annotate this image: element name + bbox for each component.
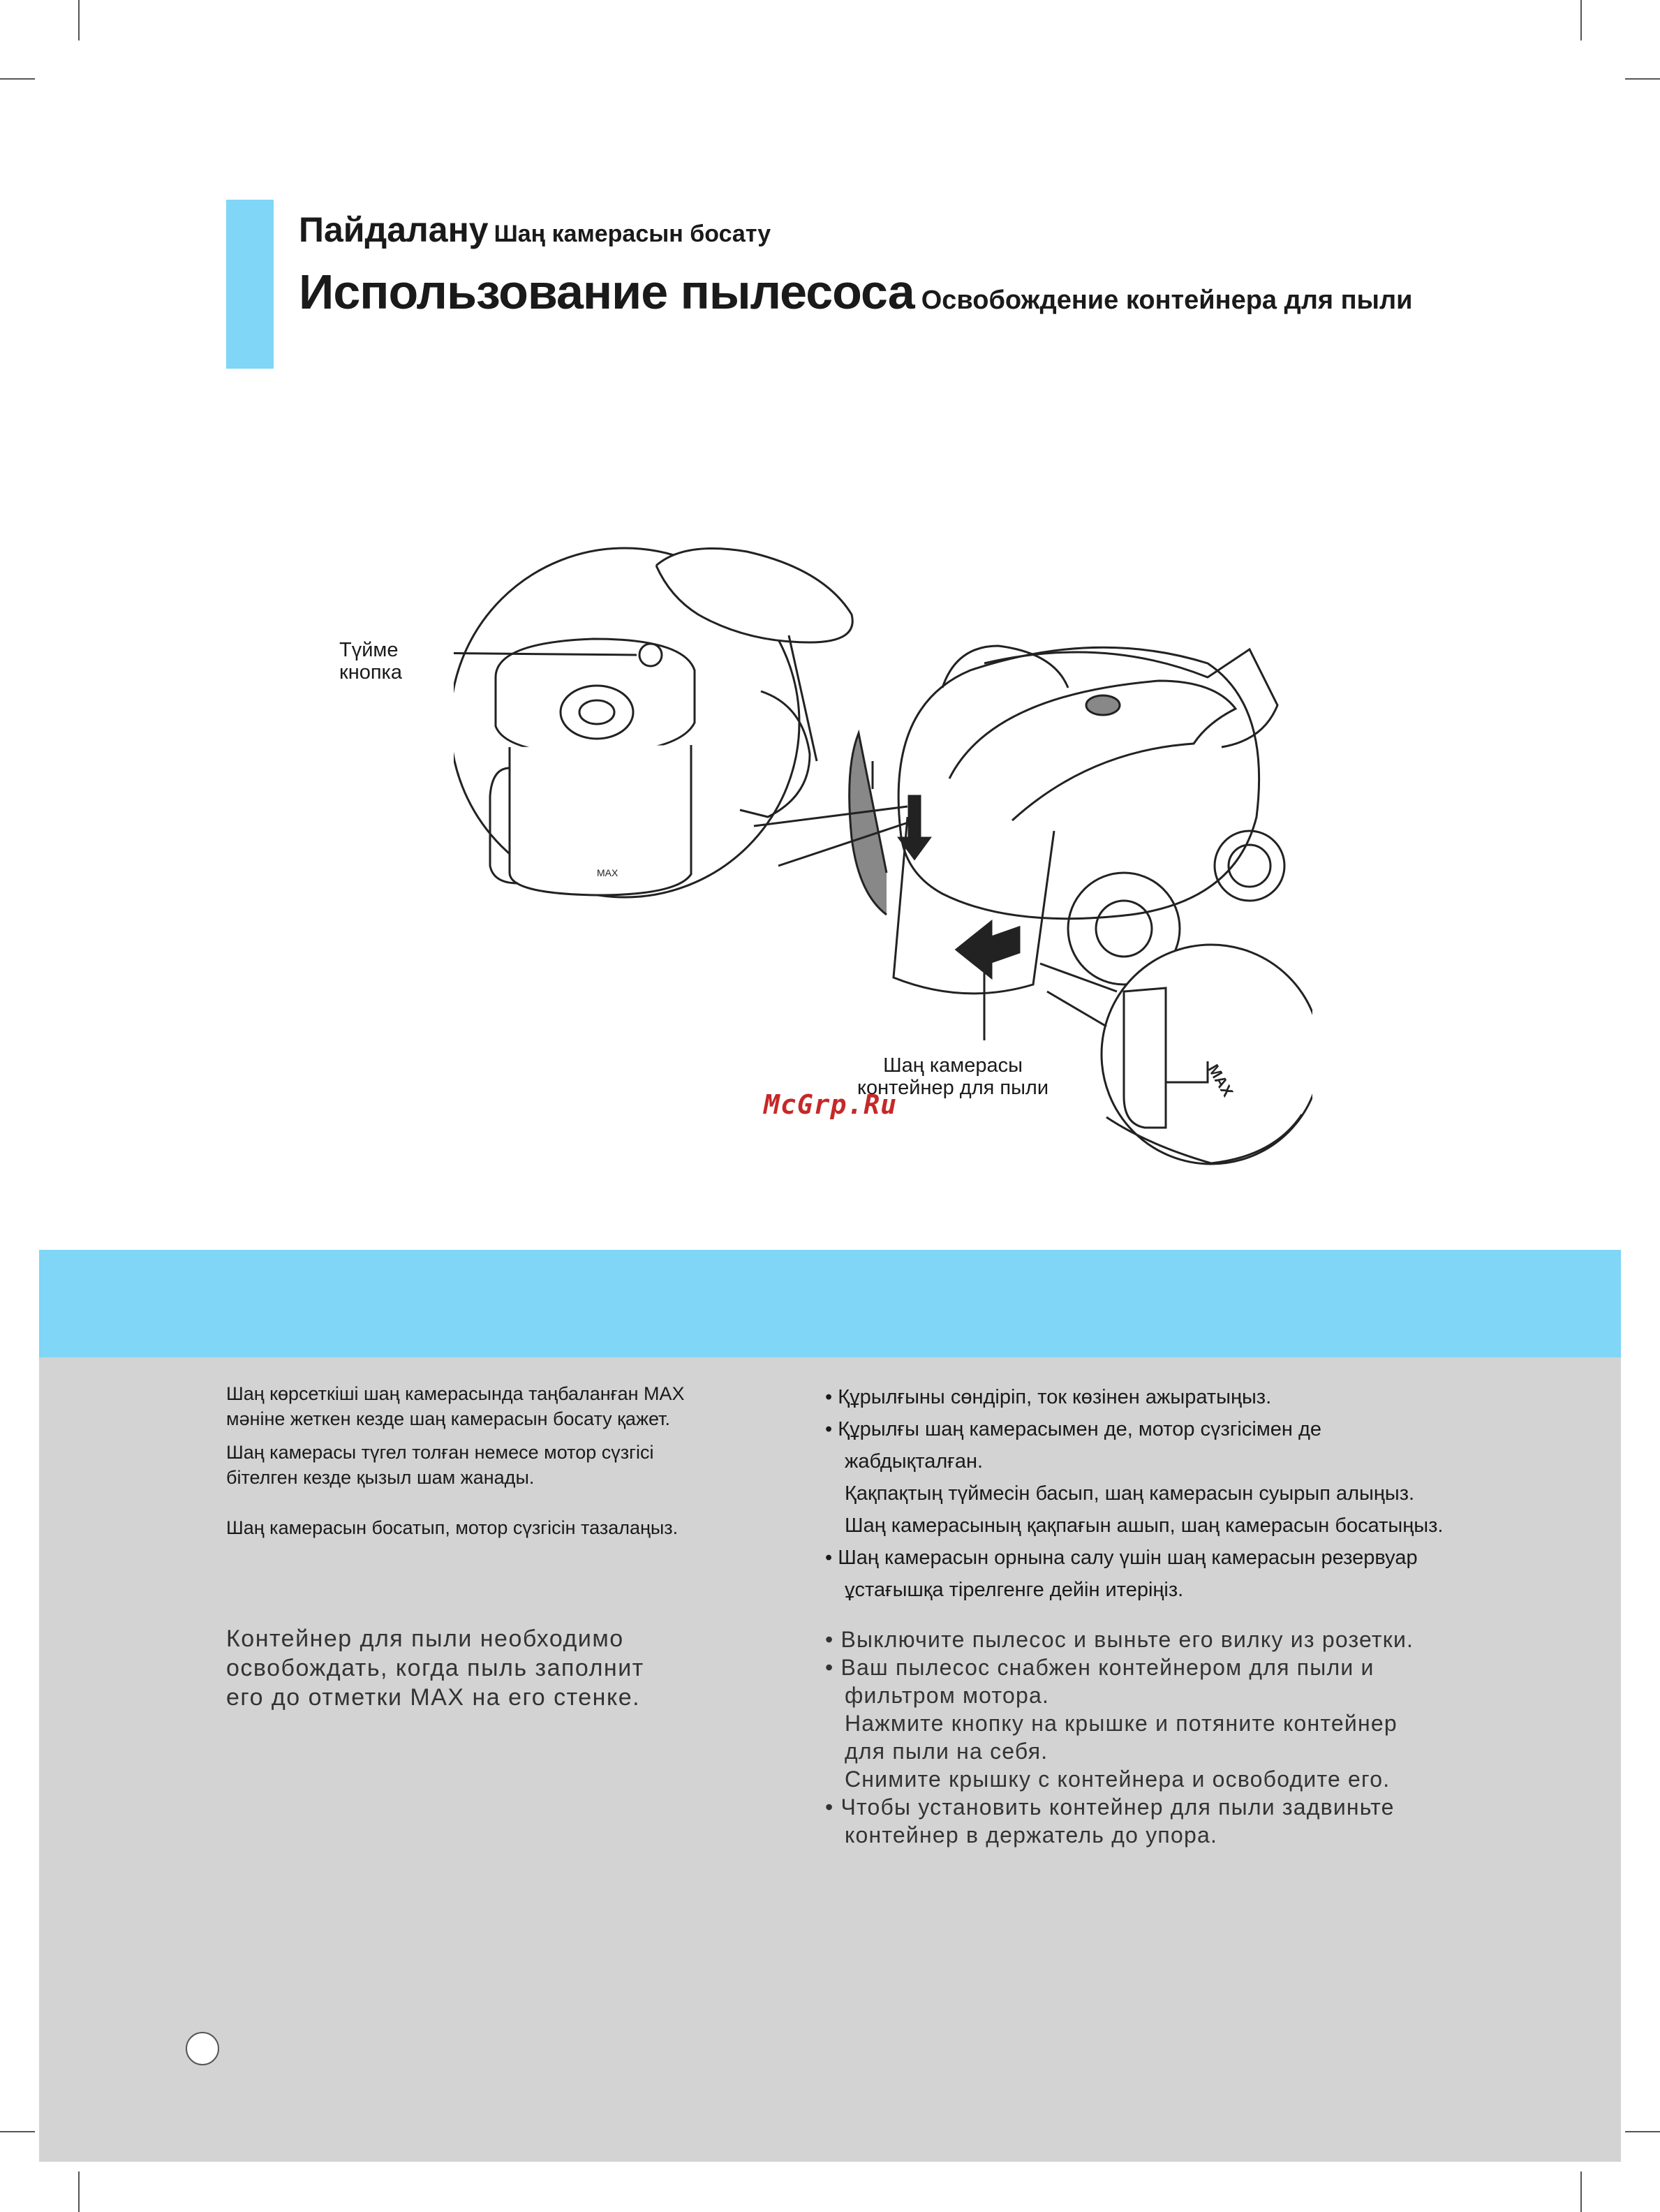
subtitle-kz: Шаң камерасын босату (494, 221, 771, 247)
crop-mark (0, 2131, 35, 2132)
ru-right-line: для пыли на себя. (845, 1739, 1048, 1764)
button-label-ru: кнопка (339, 661, 402, 684)
ru-left-line: освобождать, когда пыль заполнит (226, 1655, 644, 1681)
button-label (339, 639, 402, 684)
container-label-ru: контейнер для пыли (857, 1077, 1049, 1099)
dust-lid (496, 639, 695, 754)
ru-right-line: • Чтобы установить контейнер для пыли задвиньте (825, 1794, 1395, 1820)
kz-left-line: мәніне жеткен кезде шаң камерасын босату қажет. (226, 1408, 671, 1429)
ru-right-line: Нажмите кнопку на крышке и потяните контейнер (845, 1711, 1398, 1736)
ru-right-line: фильтром мотора. (845, 1683, 1050, 1708)
ru-right-line: • Ваш пылесос снабжен контейнером для пыли и (825, 1655, 1374, 1680)
ru-right-line: • Выключите пылесос и выньте его вилку из розетки. (825, 1627, 1414, 1652)
max-mark-large: MAX (1204, 1061, 1237, 1100)
crop-mark (78, 2172, 80, 2212)
ru-left-line: его до отметки MAX на его стенке. (226, 1684, 641, 1711)
crop-mark (78, 0, 80, 40)
kz-right-line: жабдықталған. (845, 1450, 984, 1473)
kz-left-line: бітелген кезде қызыл шам жанады. (226, 1467, 535, 1488)
title-accent-bar (226, 200, 274, 369)
crop-mark (1625, 78, 1660, 80)
page-title-ru (299, 264, 1413, 320)
kz-left-line: Шаң камерасы түгел толған немесе мотор сүзгісі (226, 1442, 654, 1463)
button-label-kz: Түйме (339, 639, 399, 661)
kz-left-text (226, 1381, 685, 1540)
kz-right-line: Шаң камерасының қақпағын ашып, шаң камерасын босатыңыз. (845, 1514, 1444, 1537)
crop-mark (1580, 2172, 1582, 2212)
max-mark-small: MAX (597, 867, 618, 878)
title-ru: Использование пылесоса (299, 265, 914, 319)
ru-left-line: Контейнер для пыли необходимо (226, 1625, 624, 1652)
kz-right-line: ұстағышқа тірелгенге дейін итеріңіз. (845, 1579, 1184, 1601)
title-kz: Пайдалану (299, 210, 489, 249)
kz-right-line: • Шаң камерасын орнына салу үшін шаң камерасын резервуар (825, 1547, 1418, 1569)
top-button (1086, 695, 1120, 715)
crop-mark (1625, 2131, 1660, 2132)
subtitle-ru: Освобождение контейнера для пыли (921, 286, 1413, 315)
kz-right-line: • Құрылғыны сөндіріп, ток көзінен ажыратыңыз. (825, 1386, 1272, 1408)
kz-right-line: Қақпақтың түймесін басып, шаң камерасын суырып алыңыз. (845, 1482, 1415, 1505)
page-title-kz (299, 209, 771, 250)
kz-left-line: Шаң көрсеткіші шаң камерасында таңбаланған MAX (226, 1383, 685, 1404)
arrow-icon (956, 922, 1019, 978)
ru-right-text (825, 1625, 1414, 1849)
watermark: McGrp.Ru (764, 1089, 898, 1120)
ru-left-text (226, 1624, 644, 1712)
kz-left-line: Шаң камерасын босатып, мотор сүзгісін тазалаңыз. (226, 1517, 679, 1538)
container-label-kz: Шаң камерасы (883, 1054, 1023, 1077)
page-number-circle (186, 2032, 219, 2065)
info-header-band (39, 1250, 1621, 1357)
crop-mark (1580, 0, 1582, 40)
kz-right-line: • Құрылғы шаң камерасымен де, мотор сүзгісімен де (825, 1418, 1322, 1440)
kz-right-text (825, 1381, 1443, 1606)
ru-right-line: контейнер в держатель до упора. (845, 1822, 1218, 1848)
crop-mark (0, 78, 35, 80)
ru-right-line: Снимите крышку с контейнера и освободите его. (845, 1767, 1391, 1792)
